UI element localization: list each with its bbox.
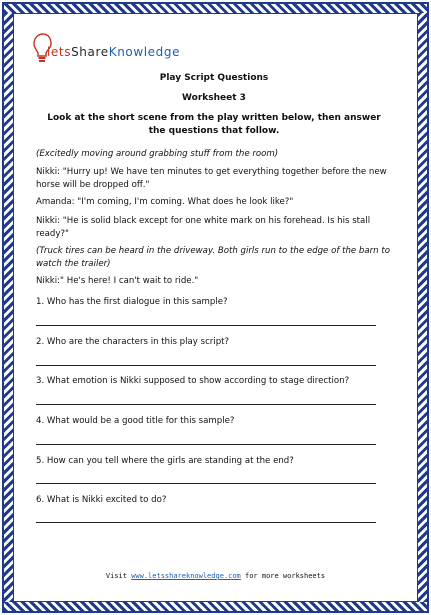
dialogue-nikki-1: Nikki: "Hurry up! We have ten minutes to get everything together before the new horse will be dropped off.": [36, 167, 387, 190]
footer-suffix: for more worksheets: [245, 572, 326, 580]
page-title: Play Script Questions: [159, 73, 269, 83]
footer-prefix: Visit: [105, 572, 127, 580]
answer-line-3[interactable]: [36, 404, 376, 405]
dialogue-nikki-3: Nikki:" He's here! I can't wait to ride.": [36, 276, 199, 286]
logo-wordmark: [47, 45, 180, 59]
logo-part-lets: lets: [47, 45, 72, 59]
page-footer: [0, 572, 431, 580]
site-logo: [33, 32, 203, 66]
answer-line-5[interactable]: [36, 483, 376, 484]
question-5: 5. How can you tell where the girls are standing at the end?: [36, 456, 294, 466]
instructions: Look at the short scene from the play written below, then answer the questions that follow.: [47, 113, 381, 136]
logo-part-knowledge: Knowledge: [108, 45, 181, 59]
dialogue-amanda: Amanda: "I'm coming, I'm coming. What does he look like?": [36, 197, 294, 207]
question-1: 1. Who has the first dialogue in this sample?: [36, 297, 228, 307]
stage-direction-1: (Excitedly moving around grabbing stuff from the room): [36, 149, 279, 159]
question-3: 3. What emotion is Nikki supposed to show according to stage direction?: [36, 376, 350, 386]
stage-direction-2: (Truck tires can be heard in the driveway. Both girls run to the edge of the barn to watch the trailer): [36, 246, 390, 269]
worksheet-number: Worksheet 3: [182, 93, 246, 103]
question-2: 2. Who are the characters in this play script?: [36, 337, 230, 347]
answer-line-2[interactable]: [36, 365, 376, 366]
answer-line-4[interactable]: [36, 444, 376, 445]
logo-part-share: Share: [71, 45, 109, 59]
footer-website-link[interactable]: www.letsshareknowledge.com: [131, 572, 241, 580]
answer-line-1[interactable]: [36, 325, 376, 326]
question-4: 4. What would be a good title for this sample?: [36, 416, 235, 426]
dialogue-nikki-2: Nikki: "He is solid black except for one white mark on his forehead. Is his stall ready?": [36, 216, 371, 239]
question-6: 6. What is Nikki excited to do?: [36, 495, 167, 505]
answer-line-6[interactable]: [36, 522, 376, 523]
